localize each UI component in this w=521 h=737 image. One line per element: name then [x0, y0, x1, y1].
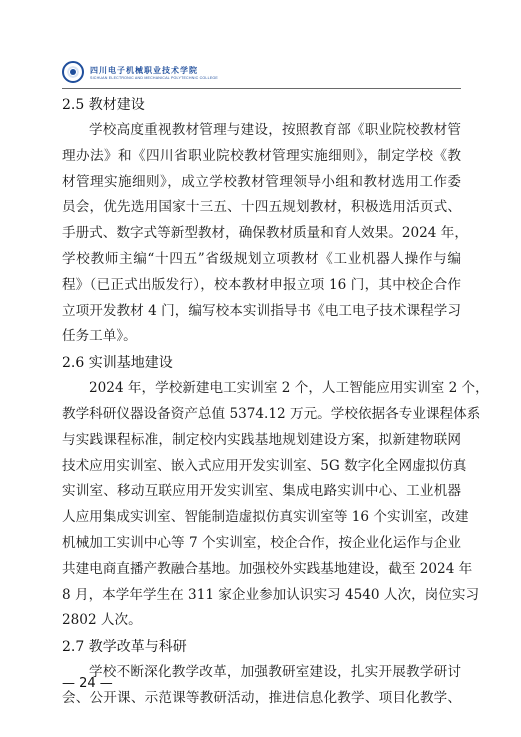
document-body — [62, 92, 489, 712]
paragraph-line: 学校不断深化教学改革，加强教研室建设，扎实开展教学研讨 — [89, 664, 461, 681]
school-logo-icon — [62, 61, 84, 83]
paragraph-line: 程》（已正式出版发行），校本教材申报立项 16 门，其中校企合作 — [62, 276, 461, 293]
header-rule — [62, 88, 461, 89]
paragraph-line: 实训室、移动互联应用开发实训室、集成电路实训中心、工业机器 — [62, 483, 461, 500]
paragraph-line: 理办法》和《四川省职业院校教材管理实施细则》，制定学校《教 — [62, 147, 461, 164]
paragraph-line: 材管理实施细则》，成立学校教材管理领导小组和教材选用工作委 — [62, 173, 461, 190]
paragraph-line: 会、公开课、示范课等教研活动，推进信息化教学、项目化教学、 — [62, 689, 461, 706]
paragraph-line: 任务工单》。 — [62, 328, 137, 345]
page-number: — 24 — — [62, 676, 113, 691]
paragraph-line: 学校高度重视教材管理与建设，按照教育部《职业院校教材管 — [89, 122, 461, 138]
paragraph-line: 与实践课程标准，制定校内实践基地规划建设方案，拟新建物联网 — [62, 431, 461, 448]
paragraph-line: 技术应用实训室、嵌入式应用开发实训室、5G 数字化全网虚拟仿真 — [62, 457, 467, 474]
section-title: 2.6 实训基地建设 — [62, 355, 173, 372]
school-logo-text — [90, 65, 218, 80]
school-name-en: SICHUAN ELECTRONIC AND MECHANICAL POLYTECHNIC COLLEGE — [90, 75, 219, 80]
section-title: 2.7 教学改革与科研 — [62, 639, 187, 656]
paragraph-line: 学校教师主编“十四五”省级规划立项教材《工业机器人操作与编 — [62, 250, 461, 267]
page-header — [62, 58, 262, 86]
paragraph-line: 手册式、数字式等新型教材，确保教材质量和育人效果。2024 年， — [62, 225, 468, 242]
paragraph-line: 2024 年，学校新建电工实训室 2 个，人工智能应用实训室 2 个， — [89, 380, 489, 397]
paragraph-line: 机械加工实训中心等 7 个实训室，校企合作，按企业化运作与企业 — [62, 534, 461, 551]
school-name-cn: 四川电子机械职业技术学院 — [90, 64, 198, 75]
paragraph-line: 8 月，本学年学生在 311 家企业参加认识实习 4540 人次，岗位实习 — [62, 586, 480, 603]
paragraph-line: 共建电商直播产教融合基地。加强校外实践基地建设，截至 2024 年 — [62, 560, 473, 577]
paragraph-line: 员会，优先选用国家十三五、十四五规划教材，积极选用活页式、 — [62, 199, 461, 216]
section-title: 2.5 教材建设 — [62, 97, 145, 113]
paragraph-line: 立项开发教材 4 门，编写校本实训指导书《电工电子技术课程学习 — [62, 302, 461, 319]
paragraph-line: 教学科研仪器设备资产总值 5374.12 万元。学校依据各专业课程体系 — [62, 405, 481, 422]
paragraph-line: 人应用集成实训室、智能制造虚拟仿真实训室等 16 个实训室，改建 — [62, 509, 469, 526]
paragraph-line: 2802 人次。 — [62, 612, 142, 629]
